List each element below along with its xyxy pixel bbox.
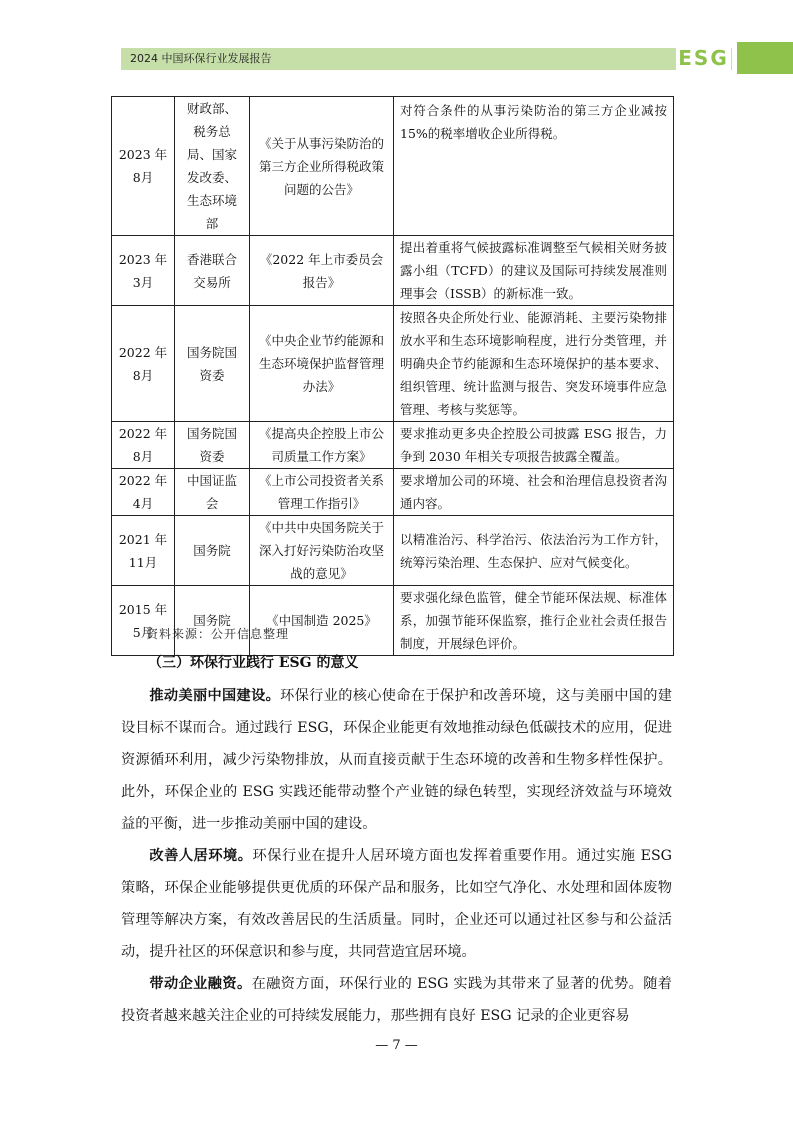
table-row: [112, 97, 674, 236]
row-date: 2021 年 11月: [112, 516, 175, 586]
row-department: 国务院: [175, 586, 250, 656]
paragraph-lead: 带动企业融资。: [149, 976, 252, 992]
table-row: [112, 236, 674, 306]
esg-tag: ESG: [676, 42, 731, 74]
row-description: 提出着重将气候披露标准调整至气候相关财务披露小组（TCFD）的建议及国际可持续发展准则理事会（ISSB）的新标准一致。: [394, 236, 674, 306]
policy-table: [111, 96, 674, 656]
row-document: 《提高央企控股上市公司质量工作方案》: [250, 422, 394, 469]
paragraph-text: 在融资方面，环保行业的 ESG 实践为其带来了显著的优势。随着投资者越来越关注企业的可持续发展能力，那些拥有良好 ESG 记录的企业更容易: [121, 976, 672, 1024]
paragraph-text: 环保行业在提升人居环境方面也发挥着重要作用。通过实施 ESG 策略，环保企业能够提供更优质的环保产品和服务，比如空气净化、水处理和固体废物管理等解决方案，有效改善居民的生活质量。同时，企业还可以通过社区参与和公益活动，提升社区的环保意识和参与度，共同营造宜居环境。: [121, 848, 672, 960]
row-department: 财政部、税务总局、国家发改委、生态环境部: [175, 97, 250, 236]
row-date: 2015 年 5月: [112, 586, 175, 656]
row-document: 《2022 年上市委员会报告》: [250, 236, 394, 306]
table-row: [112, 422, 674, 469]
row-document: 《关于从事污染防治的第三方企业所得税政策问题的公告》: [250, 97, 394, 236]
row-department: 国务院国资委: [175, 306, 250, 422]
table-row: [112, 586, 674, 656]
section-heading: （三）环保行业践行 ESG 的意义: [148, 655, 359, 671]
row-description: 以精准治污、科学治污、依法治污为工作方针，统筹污染治理、生态保护、应对气候变化。: [394, 516, 674, 586]
row-department: 国务院国资委: [175, 422, 250, 469]
row-document: 《中央企业节约能源和生态环境保护监督管理办法》: [250, 306, 394, 422]
table-row: [112, 469, 674, 516]
table-source-note: 资料来源：公开信息整理: [146, 627, 290, 641]
report-title: 2024 中国环保行业发展报告: [130, 52, 272, 65]
row-description: 要求增加公司的环境、社会和治理信息投资者沟通内容。: [394, 469, 674, 516]
page-number: — 7 —: [375, 1038, 418, 1053]
row-description: 按照各央企所处行业、能源消耗、主要污染物排放水平和生态环境影响程度，进行分类管理，并明确央企节约能源和生态环境保护的基本要求、组织管理、统计监测与报告、突发环境事件应急管理、考核与奖惩等。: [394, 306, 674, 422]
row-date: 2023 年 3月: [112, 236, 175, 306]
row-description: 要求强化绿色监管，健全节能环保法规、标准体系，加强节能环保监察，推行企业社会责任报告制度，开展绿色评价。: [394, 586, 674, 656]
paragraph: [121, 840, 672, 968]
row-department: 中国证监会: [175, 469, 250, 516]
row-date: 2022 年 4月: [112, 469, 175, 516]
row-date: 2022 年 8月: [112, 422, 175, 469]
table-row: [112, 306, 674, 422]
header-accent-block: [737, 42, 793, 74]
table-row: [112, 516, 674, 586]
paragraph-lead: 推动美丽中国建设。: [149, 688, 281, 704]
paragraph: [121, 680, 672, 840]
row-document: 《中共中央国务院关于深入打好污染防治攻坚战的意见》: [250, 516, 394, 586]
paragraph-lead: 改善人居环境。: [149, 848, 253, 864]
body-text: [121, 680, 672, 1032]
row-document: 《上市公司投资者关系管理工作指引》: [250, 469, 394, 516]
row-date: 2023 年 8月: [112, 97, 175, 236]
paragraph-text: 环保行业的核心使命在于保护和改善环境，这与美丽中国的建设目标不谋而合。通过践行 ESG，环保企业能更有效地推动绿色低碳技术的应用，促进资源循环利用，减少污染物排放，从而直接贡献于生态环境的改善和生物多样性保护。此外，环保企业的 ESG 实践还能带动整个产业链的绿色转型，实现经济效益与环境效益的平衡，进一步推动美丽中国的建设。: [121, 688, 672, 832]
row-description: 对符合条件的从事污染防治的第三方企业减按 15%的税率增收企业所得税。: [394, 97, 674, 236]
row-department: 香港联合交易所: [175, 236, 250, 306]
paragraph: [121, 968, 672, 1032]
row-description: 要求推动更多央企控股公司披露 ESG 报告，力争到 2030 年相关专项报告披露全覆盖。: [394, 422, 674, 469]
row-department: 国务院: [175, 516, 250, 586]
row-date: 2022 年 8月: [112, 306, 175, 422]
row-document: 《中国制造 2025》: [250, 586, 394, 656]
